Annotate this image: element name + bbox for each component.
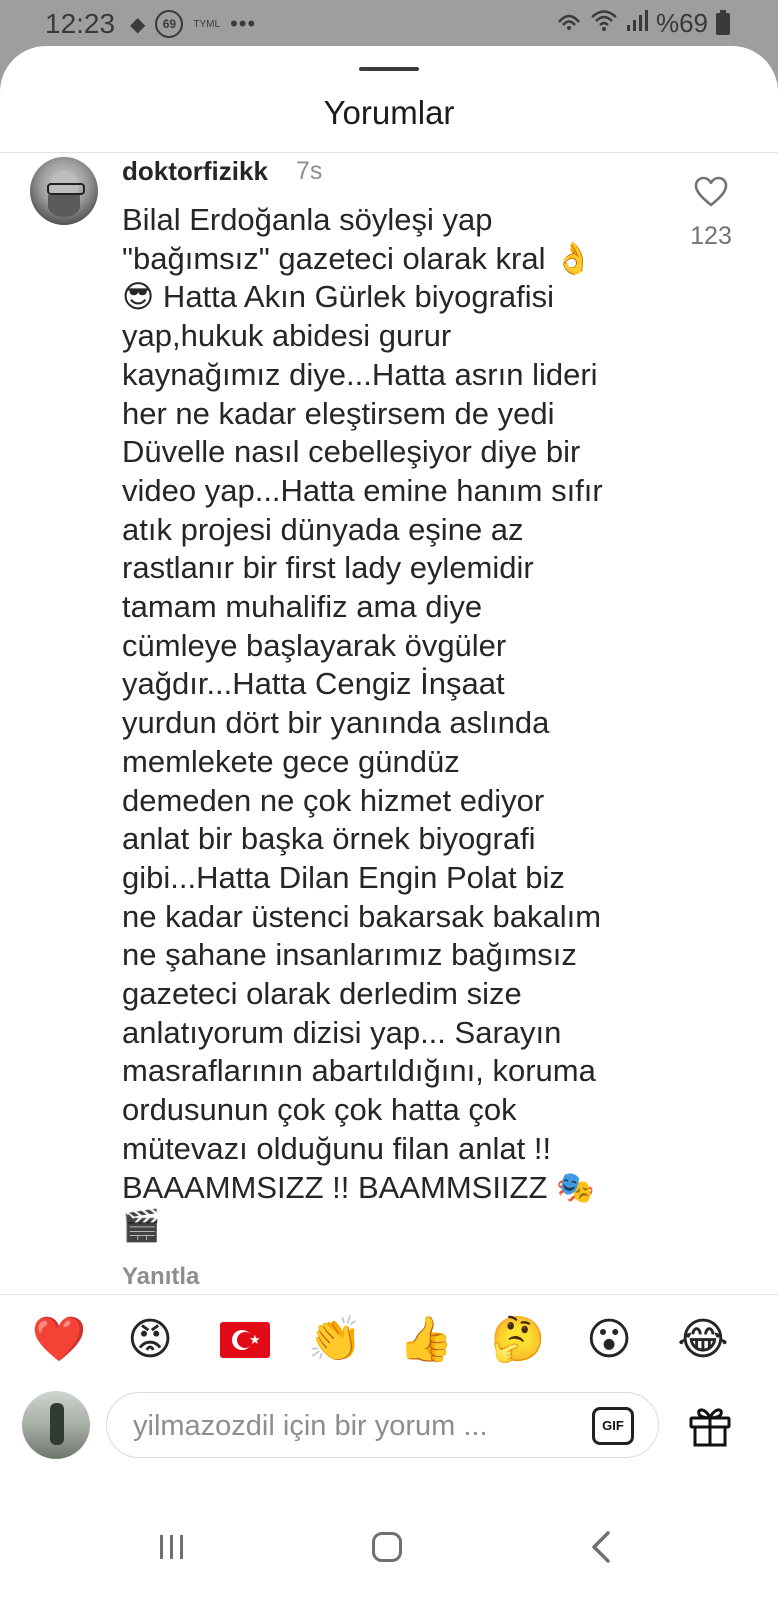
commenter-avatar[interactable] <box>30 157 98 225</box>
notification-badge: 69 <box>155 10 183 38</box>
current-user-avatar <box>22 1391 90 1459</box>
emoji-laughing-face[interactable]: 😂 <box>677 1314 729 1365</box>
divider <box>0 1294 778 1295</box>
notification-icon: ◆ <box>130 13 146 36</box>
more-notifications-icon: ••• <box>230 11 257 36</box>
drag-handle[interactable] <box>359 67 419 71</box>
emoji-surprised-face[interactable]: 😮 <box>586 1314 632 1365</box>
system-nav-bar <box>0 1502 778 1600</box>
wifi-icon <box>590 8 618 39</box>
emoji-clapping-hands[interactable]: 👏 <box>307 1314 363 1365</box>
emoji-turkey-flag[interactable]: ★ <box>220 1322 270 1358</box>
gift-icon[interactable] <box>688 1404 732 1448</box>
battery-icon <box>716 13 730 35</box>
commenter-username[interactable]: doktorfizikk <box>122 156 268 186</box>
quick-emoji-bar <box>0 1310 778 1370</box>
emoji-thumbs-up[interactable]: 👍 <box>398 1314 454 1365</box>
signal-icon <box>626 8 648 39</box>
like-count: 123 <box>690 222 732 250</box>
emoji-red-heart[interactable]: ❤️ <box>31 1314 87 1365</box>
reply-button[interactable]: Yanıtla <box>122 1263 200 1290</box>
gif-button[interactable]: GIF <box>592 1407 634 1445</box>
comment-text: Bilal Erdoğanla söyleşi yap "bağımsız" gazeteci olarak kral 👌 😎 Hatta Akın Gürlek biyografisi yap,hukuk abidesi gurur kaynağımız diye...Hatta asrın lideri her ne kadar eleştirsem de yedi Düvelle nasıl cebelleşiyor diye bir video yap...Hatta emine hanım sıfır atık projesi dünyada eşine az rastlanır bir first lady eylemidir tamam muhalifiz ama diye cümleye başlayarak övgüler yağdır...Hatta Cengiz İnşaat yurdun dört bir yanında aslında memlekete gece gündüz demeden ne çok hizmet ediyor anlat bir başka örnek biyografi gibi...Hatta Dilan Engin Polat biz ne kadar üstenci bakarsak bakalım ne şahane insanlarımız bağımsız gazeteci olarak derledim size anlatıyorum dizisi yap... Sarayın masraflarının abartıldığını, koruma ordusunun çok çok hatta çok mütevazı olduğunu filan anlat !! BAAAMMSIZZ !! BAAMMSIIZZ 🎭 🎬 <box>122 202 603 1244</box>
back-icon[interactable] <box>586 1530 616 1564</box>
comment-input[interactable] <box>106 1392 659 1458</box>
emoji-thinking-face[interactable]: 🤔 <box>490 1314 546 1365</box>
battery-percent: %69 <box>655 8 708 38</box>
sheet-title: Yorumlar <box>323 94 455 131</box>
divider <box>0 152 778 153</box>
comments-sheet <box>0 46 778 1600</box>
status-time: 12:23 <box>45 8 116 39</box>
carrier-label: TYML <box>193 18 221 30</box>
recents-icon[interactable] <box>157 1532 187 1562</box>
home-icon[interactable] <box>372 1532 402 1562</box>
heart-outline-icon[interactable] <box>694 176 728 208</box>
comment-input-placeholder: yilmazozdil için bir yorum ... <box>133 1410 488 1442</box>
status-bar <box>0 0 778 48</box>
emoji-angry-face[interactable]: 😡 <box>127 1314 173 1365</box>
comment-timestamp: 7s <box>296 157 323 185</box>
status-left-icons <box>130 10 256 38</box>
wifi-call-icon <box>556 8 582 39</box>
status-right-icons <box>556 8 730 39</box>
